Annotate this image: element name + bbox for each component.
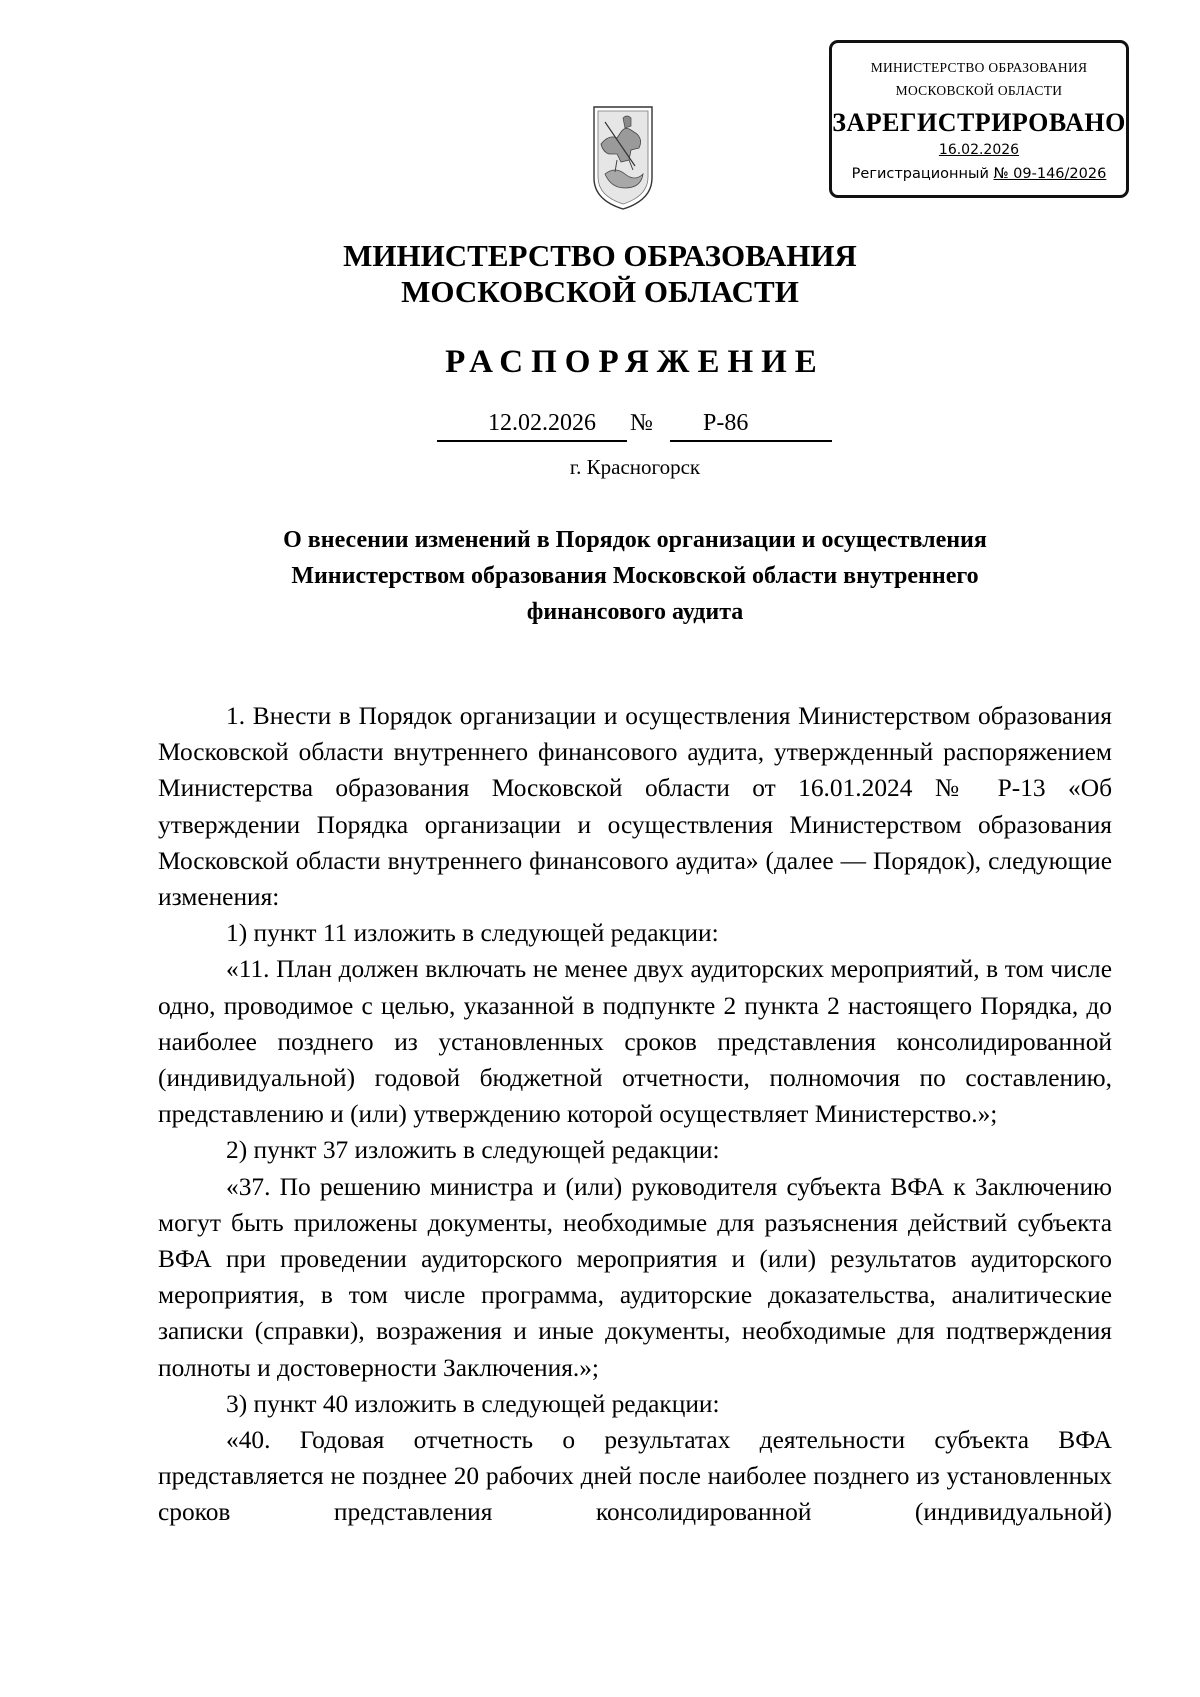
document-subject bbox=[230, 522, 1040, 630]
number-sign: № bbox=[630, 410, 653, 436]
paragraph-subitem-2: 2) пункт 37 изложить в следующей редакции: bbox=[226, 1136, 720, 1165]
paragraph-subitem-3: 3) пункт 40 изложить в следующей редакции: bbox=[226, 1389, 720, 1418]
document-date: 12.02.2026 bbox=[488, 410, 596, 436]
stamp-reg-value: № 09-146/2026 bbox=[993, 166, 1107, 182]
stamp-reg-label: Регистрационный bbox=[851, 166, 989, 182]
subject-line3: финансового аудита bbox=[526, 599, 744, 625]
document-body bbox=[158, 698, 1112, 1531]
paragraph-point-11: «11. План должен включать не менее двух аудиторских мероприятий, в том числе одно, проводимое с целью, указанной в подпункте 2 пункта 2 настоящего Порядка, до наиболее позднего из установленных сроков представления консолидированной (индивидуальной) годовой бюджетной отчетности, полномочия по составлению, представлению и (или) утверждению которой осуществляет Министерство.»; bbox=[158, 955, 1112, 1129]
stamp-org-line1: МИНИСТЕРСТВО ОБРАЗОВАНИЯ bbox=[870, 60, 1088, 75]
paragraph-point-40: «40. Годовая отчетность о результатах деятельности субъекта ВФА представляется не позднее 20 рабочих дней после наиболее позднего из установленных сроков представления консолидированной (индивидуальной) bbox=[158, 1426, 1112, 1527]
moscow-oblast-coat-of-arms-icon bbox=[591, 104, 655, 212]
ministry-name-line2: МОСКОВСКОЙ ОБЛАСТИ bbox=[401, 274, 799, 309]
subject-line2: Министерством образования Московской области внутреннего bbox=[291, 563, 979, 589]
number-underline bbox=[670, 440, 832, 442]
date-underline bbox=[437, 440, 627, 442]
document-type: РАСПОРЯЖЕНИЕ bbox=[445, 344, 825, 380]
stamp-status: ЗАРЕГИСТРИРОВАНО bbox=[832, 108, 1126, 137]
paragraph-point-37: «37. По решению министра и (или) руководителя субъекта ВФА к Заключению могут быть приложены документы, необходимые для разъяснения действий субъекта ВФА при проведении аудиторского мероприятия и (или) результатов аудиторского мероприятия, в том числе программа, аудиторские доказательства, аналитические записки (справки), возражения и иные документы, необходимые для подтверждения полноты и достоверности Заключения.»; bbox=[158, 1172, 1112, 1382]
ministry-name-line1: МИНИСТЕРСТВО ОБРАЗОВАНИЯ bbox=[343, 238, 857, 273]
subject-line1: О внесении изменений в Порядок организации и осуществления bbox=[283, 527, 987, 553]
paragraph-subitem-1: 1) пункт 11 изложить в следующей редакции: bbox=[226, 919, 719, 948]
paragraph-item-1: 1. Внести в Порядок организации и осуществления Министерством образования Московской области внутреннего финансового аудита, утвержденный распоряжением Министерства образования Московской области от 16.01.2024 № Р-13 «Об утверждении Порядка организации и осуществления Министерством образования Московской области внутреннего финансового аудита» (далее — Порядок), следующие изменения: bbox=[158, 702, 1112, 912]
stamp-org-line2: МОСКОВСКОЙ ОБЛАСТИ bbox=[895, 83, 1063, 98]
document-number: Р-86 bbox=[703, 410, 749, 436]
registration-stamp bbox=[829, 40, 1129, 198]
stamp-reg-number bbox=[832, 166, 1126, 182]
stamp-date: 16.02.2026 bbox=[938, 142, 1020, 158]
document-city: г. Красногорск bbox=[569, 455, 701, 479]
ministry-name bbox=[0, 238, 1200, 310]
